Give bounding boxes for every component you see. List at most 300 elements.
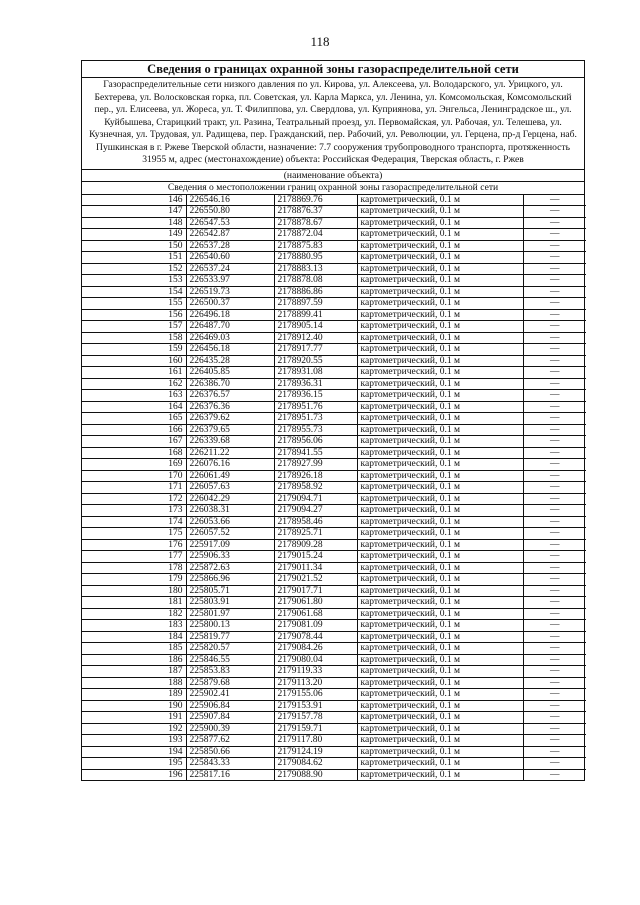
coord-y: 2179080.04: [274, 654, 357, 666]
point-number: 164: [82, 401, 186, 413]
coord-y: 2179119.33: [274, 666, 357, 678]
point-description: —: [523, 631, 586, 643]
coord-y: 2178958.46: [274, 516, 357, 528]
point-number: 192: [82, 723, 186, 735]
point-description: —: [523, 459, 586, 471]
coord-x: 225820.57: [186, 643, 274, 655]
point-number: 174: [82, 516, 186, 528]
table-row: [82, 240, 586, 252]
method-accuracy: картометрический, 0.1 м: [357, 229, 523, 241]
coord-x: 226057.63: [186, 482, 274, 494]
point-description: —: [523, 723, 586, 735]
point-description: —: [523, 229, 586, 241]
coord-y: 2179017.71: [274, 585, 357, 597]
point-number: 150: [82, 240, 186, 252]
point-description: —: [523, 735, 586, 747]
point-description: —: [523, 654, 586, 666]
coord-y: 2178956.06: [274, 436, 357, 448]
coord-y: 2179061.80: [274, 597, 357, 609]
method-accuracy: картометрический, 0.1 м: [357, 723, 523, 735]
table-row: [82, 585, 586, 597]
point-number: 194: [82, 746, 186, 758]
point-number: 176: [82, 539, 186, 551]
coord-x: 225917.09: [186, 539, 274, 551]
point-number: 168: [82, 447, 186, 459]
point-description: —: [523, 769, 586, 780]
table-row: [82, 195, 586, 206]
point-number: 169: [82, 459, 186, 471]
point-description: —: [523, 263, 586, 275]
method-accuracy: картометрический, 0.1 м: [357, 562, 523, 574]
point-description: —: [523, 436, 586, 448]
point-description: —: [523, 413, 586, 425]
point-number: 193: [82, 735, 186, 747]
coord-x: 225817.16: [186, 769, 274, 780]
boundary-document: [81, 60, 585, 781]
coordinates-table: [82, 195, 586, 781]
table-row: [82, 309, 586, 321]
coord-y: 2179015.24: [274, 551, 357, 563]
point-number: 158: [82, 332, 186, 344]
method-accuracy: картометрический, 0.1 м: [357, 643, 523, 655]
coord-x: 226487.70: [186, 321, 274, 333]
coord-x: 226540.60: [186, 252, 274, 264]
coord-y: 2179159.71: [274, 723, 357, 735]
point-description: —: [523, 195, 586, 206]
table-row: [82, 206, 586, 218]
coord-x: 226533.97: [186, 275, 274, 287]
coord-x: 225902.41: [186, 689, 274, 701]
coord-y: 2178878.67: [274, 217, 357, 229]
table-row: [82, 631, 586, 643]
coord-x: 226500.37: [186, 298, 274, 310]
object-description: Газораспределительные сети низкого давления по ул. Кирова, ул. Алексеева, ул. Володарского, ул. Урицкого, ул. Бехтерева, ул. Волосковская горка, пл. Советская, ул. Карла Маркса, ул. Ленина, ул. Комсомольская, Комсомольский пер., ул. Елисеева, ул. Жореса, ул. Т. Филиппова, ул. Свердлова, ул. Куприянова, ул. Энгельса, Ленинградское ш., ул. Куйбышева, Старицкий тракт, ул. Разина, Театральный проезд, ул. Первомайская, ул. Рабочая, ул. Телешева, ул. Кузнечная, ул. Трудовая, ул. Радищева, пер. Гражданский, пер. Рабочий, ул. Революции, ул. Герцена, пр-д Герцена, наб. Пушкинская в г. Ржеве Тверской области, назначение: 7.7 сооружения трубопроводного транспорта, протяженность 31955 м, адрес (местонахождение) объекта: Российская Федерация, Тверская область, г. Ржев: [82, 78, 584, 170]
coord-x: 226379.62: [186, 413, 274, 425]
table-row: [82, 700, 586, 712]
coord-y: 2178876.37: [274, 206, 357, 218]
coord-x: 226542.87: [186, 229, 274, 241]
point-number: 146: [82, 195, 186, 206]
table-row: [82, 574, 586, 586]
method-accuracy: картометрический, 0.1 м: [357, 608, 523, 620]
coord-y: 2178875.83: [274, 240, 357, 252]
coord-y: 2178955.73: [274, 424, 357, 436]
coord-x: 226042.29: [186, 493, 274, 505]
table-row: [82, 401, 586, 413]
point-description: —: [523, 539, 586, 551]
coord-x: 225843.33: [186, 758, 274, 770]
coord-x: 225906.33: [186, 551, 274, 563]
table-row: [82, 217, 586, 229]
method-accuracy: картометрический, 0.1 м: [357, 551, 523, 563]
object-name-label: (наименование объекта): [82, 170, 584, 183]
table-row: [82, 608, 586, 620]
table-row: [82, 263, 586, 275]
point-number: 181: [82, 597, 186, 609]
coord-x: 226211.22: [186, 447, 274, 459]
coord-x: 225907.84: [186, 712, 274, 724]
coord-y: 2179084.62: [274, 758, 357, 770]
point-number: 184: [82, 631, 186, 643]
point-description: —: [523, 332, 586, 344]
table-row: [82, 551, 586, 563]
table-row: [82, 378, 586, 390]
coord-x: 226519.73: [186, 286, 274, 298]
point-number: 172: [82, 493, 186, 505]
point-number: 163: [82, 390, 186, 402]
point-number: 187: [82, 666, 186, 678]
method-accuracy: картометрический, 0.1 м: [357, 769, 523, 780]
point-description: —: [523, 240, 586, 252]
point-number: 171: [82, 482, 186, 494]
coord-y: 2178951.76: [274, 401, 357, 413]
coord-x: 226496.18: [186, 309, 274, 321]
table-row: [82, 229, 586, 241]
point-description: —: [523, 367, 586, 379]
table-row: [82, 677, 586, 689]
coord-x: 226076.16: [186, 459, 274, 471]
coord-y: 2179153.91: [274, 700, 357, 712]
table-row: [82, 689, 586, 701]
point-description: —: [523, 528, 586, 540]
coord-y: 2179117.80: [274, 735, 357, 747]
method-accuracy: картометрический, 0.1 м: [357, 689, 523, 701]
method-accuracy: картометрический, 0.1 м: [357, 401, 523, 413]
coord-x: 226379.65: [186, 424, 274, 436]
point-description: —: [523, 482, 586, 494]
method-accuracy: картометрический, 0.1 м: [357, 378, 523, 390]
coord-y: 2179113.20: [274, 677, 357, 689]
method-accuracy: картометрический, 0.1 м: [357, 217, 523, 229]
coord-x: 226469.03: [186, 332, 274, 344]
coord-x: 226435.28: [186, 355, 274, 367]
coordinates-table-body: [82, 195, 586, 781]
coord-y: 2178951.73: [274, 413, 357, 425]
coord-x: 225900.39: [186, 723, 274, 735]
method-accuracy: картометрический, 0.1 м: [357, 459, 523, 471]
point-description: —: [523, 551, 586, 563]
coord-y: 2179124.19: [274, 746, 357, 758]
method-accuracy: картометрический, 0.1 м: [357, 424, 523, 436]
method-accuracy: картометрический, 0.1 м: [357, 367, 523, 379]
table-row: [82, 367, 586, 379]
point-number: 186: [82, 654, 186, 666]
method-accuracy: картометрический, 0.1 м: [357, 263, 523, 275]
table-row: [82, 459, 586, 471]
method-accuracy: картометрический, 0.1 м: [357, 275, 523, 287]
point-number: 177: [82, 551, 186, 563]
point-description: —: [523, 252, 586, 264]
point-description: —: [523, 608, 586, 620]
point-description: —: [523, 597, 586, 609]
coord-y: 2179081.09: [274, 620, 357, 632]
coord-x: 226376.57: [186, 390, 274, 402]
point-description: —: [523, 505, 586, 517]
method-accuracy: картометрический, 0.1 м: [357, 447, 523, 459]
method-accuracy: картометрический, 0.1 м: [357, 666, 523, 678]
table-row: [82, 712, 586, 724]
method-accuracy: картометрический, 0.1 м: [357, 436, 523, 448]
table-row: [82, 539, 586, 551]
point-description: —: [523, 585, 586, 597]
point-description: —: [523, 390, 586, 402]
table-row: [82, 597, 586, 609]
table-row: [82, 666, 586, 678]
coord-y: 2178880.95: [274, 252, 357, 264]
coord-y: 2178883.13: [274, 263, 357, 275]
point-description: —: [523, 286, 586, 298]
point-description: —: [523, 217, 586, 229]
table-row: [82, 470, 586, 482]
point-description: —: [523, 712, 586, 724]
point-number: 155: [82, 298, 186, 310]
method-accuracy: картометрический, 0.1 м: [357, 321, 523, 333]
method-accuracy: картометрический, 0.1 м: [357, 654, 523, 666]
point-description: —: [523, 424, 586, 436]
method-accuracy: картометрический, 0.1 м: [357, 470, 523, 482]
coord-x: 226053.66: [186, 516, 274, 528]
point-number: 149: [82, 229, 186, 241]
point-number: 178: [82, 562, 186, 574]
point-number: 183: [82, 620, 186, 632]
table-row: [82, 562, 586, 574]
method-accuracy: картометрический, 0.1 м: [357, 528, 523, 540]
method-accuracy: картометрический, 0.1 м: [357, 516, 523, 528]
table-row: [82, 413, 586, 425]
table-row: [82, 286, 586, 298]
coord-x: 225872.63: [186, 562, 274, 574]
point-number: 196: [82, 769, 186, 780]
table-row: [82, 528, 586, 540]
document-title: Сведения о границах охранной зоны газораспределительной сети: [82, 61, 584, 78]
table-row: [82, 298, 586, 310]
coord-x: 226547.53: [186, 217, 274, 229]
coord-x: 225866.96: [186, 574, 274, 586]
coord-y: 2179088.90: [274, 769, 357, 780]
point-number: 190: [82, 700, 186, 712]
method-accuracy: картометрический, 0.1 м: [357, 206, 523, 218]
coord-y: 2179078.44: [274, 631, 357, 643]
coord-y: 2179061.68: [274, 608, 357, 620]
point-number: 175: [82, 528, 186, 540]
point-number: 157: [82, 321, 186, 333]
method-accuracy: картометрический, 0.1 м: [357, 240, 523, 252]
point-description: —: [523, 378, 586, 390]
method-accuracy: картометрический, 0.1 м: [357, 493, 523, 505]
point-description: —: [523, 321, 586, 333]
coord-x: 226376.36: [186, 401, 274, 413]
table-row: [82, 275, 586, 287]
point-description: —: [523, 758, 586, 770]
coord-y: 2178917.77: [274, 344, 357, 356]
method-accuracy: картометрический, 0.1 м: [357, 505, 523, 517]
table-row: [82, 620, 586, 632]
coord-x: 225877.62: [186, 735, 274, 747]
coord-y: 2178869.76: [274, 195, 357, 206]
point-number: 156: [82, 309, 186, 321]
coord-y: 2178909.28: [274, 539, 357, 551]
coord-y: 2178897.59: [274, 298, 357, 310]
point-number: 161: [82, 367, 186, 379]
coord-y: 2178926.18: [274, 470, 357, 482]
method-accuracy: картометрический, 0.1 м: [357, 413, 523, 425]
table-row: [82, 252, 586, 264]
point-description: —: [523, 275, 586, 287]
point-number: 173: [82, 505, 186, 517]
table-row: [82, 390, 586, 402]
method-accuracy: картометрический, 0.1 м: [357, 195, 523, 206]
method-accuracy: картометрический, 0.1 м: [357, 309, 523, 321]
coord-y: 2178920.55: [274, 355, 357, 367]
point-number: 179: [82, 574, 186, 586]
point-description: —: [523, 493, 586, 505]
point-number: 153: [82, 275, 186, 287]
coord-x: 225850.66: [186, 746, 274, 758]
point-description: —: [523, 620, 586, 632]
method-accuracy: картометрический, 0.1 м: [357, 585, 523, 597]
point-description: —: [523, 516, 586, 528]
point-number: 195: [82, 758, 186, 770]
point-description: —: [523, 574, 586, 586]
coord-y: 2178941.55: [274, 447, 357, 459]
coord-x: 225801.97: [186, 608, 274, 620]
method-accuracy: картометрический, 0.1 м: [357, 482, 523, 494]
point-number: 165: [82, 413, 186, 425]
point-number: 191: [82, 712, 186, 724]
point-number: 162: [82, 378, 186, 390]
coord-x: 225803.91: [186, 597, 274, 609]
coord-x: 226057.52: [186, 528, 274, 540]
method-accuracy: картометрический, 0.1 м: [357, 631, 523, 643]
point-description: —: [523, 643, 586, 655]
table-row: [82, 321, 586, 333]
coord-y: 2178925.71: [274, 528, 357, 540]
coord-y: 2179155.06: [274, 689, 357, 701]
table-row: [82, 723, 586, 735]
point-description: —: [523, 298, 586, 310]
coord-x: 226061.49: [186, 470, 274, 482]
table-row: [82, 654, 586, 666]
coord-y: 2178927.99: [274, 459, 357, 471]
coord-x: 225800.13: [186, 620, 274, 632]
table-row: [82, 332, 586, 344]
point-description: —: [523, 700, 586, 712]
table-row: [82, 746, 586, 758]
method-accuracy: картометрический, 0.1 м: [357, 252, 523, 264]
point-description: —: [523, 562, 586, 574]
coord-y: 2179094.27: [274, 505, 357, 517]
coord-x: 226339.68: [186, 436, 274, 448]
coord-x: 226550.80: [186, 206, 274, 218]
coord-y: 2178936.31: [274, 378, 357, 390]
table-row: [82, 643, 586, 655]
table-row: [82, 735, 586, 747]
method-accuracy: картометрический, 0.1 м: [357, 620, 523, 632]
method-accuracy: картометрический, 0.1 м: [357, 286, 523, 298]
method-accuracy: картометрический, 0.1 м: [357, 758, 523, 770]
coord-x: 226546.16: [186, 195, 274, 206]
coord-y: 2179157.78: [274, 712, 357, 724]
point-number: 170: [82, 470, 186, 482]
location-section-label: Сведения о местоположении границ охранной зоны газораспределительной сети: [82, 182, 584, 195]
coord-x: 225819.77: [186, 631, 274, 643]
coord-y: 2178899.41: [274, 309, 357, 321]
coord-x: 225906.84: [186, 700, 274, 712]
point-number: 185: [82, 643, 186, 655]
point-description: —: [523, 689, 586, 701]
method-accuracy: картометрический, 0.1 м: [357, 746, 523, 758]
point-number: 166: [82, 424, 186, 436]
point-number: 160: [82, 355, 186, 367]
table-row: [82, 516, 586, 528]
coord-y: 2179084.26: [274, 643, 357, 655]
coord-y: 2178912.40: [274, 332, 357, 344]
table-row: [82, 355, 586, 367]
table-row: [82, 493, 586, 505]
method-accuracy: картометрический, 0.1 м: [357, 355, 523, 367]
method-accuracy: картометрический, 0.1 м: [357, 735, 523, 747]
point-description: —: [523, 666, 586, 678]
method-accuracy: картометрический, 0.1 м: [357, 712, 523, 724]
coord-y: 2178886.86: [274, 286, 357, 298]
point-number: 151: [82, 252, 186, 264]
coord-y: 2179011.34: [274, 562, 357, 574]
method-accuracy: картометрический, 0.1 м: [357, 298, 523, 310]
coord-x: 226456.18: [186, 344, 274, 356]
coord-y: 2178878.08: [274, 275, 357, 287]
table-row: [82, 436, 586, 448]
coord-x: 226386.70: [186, 378, 274, 390]
coord-y: 2178905.14: [274, 321, 357, 333]
method-accuracy: картометрический, 0.1 м: [357, 332, 523, 344]
point-number: 167: [82, 436, 186, 448]
coord-y: 2179094.71: [274, 493, 357, 505]
table-row: [82, 344, 586, 356]
point-number: 159: [82, 344, 186, 356]
method-accuracy: картометрический, 0.1 м: [357, 344, 523, 356]
point-description: —: [523, 401, 586, 413]
method-accuracy: картометрический, 0.1 м: [357, 700, 523, 712]
table-row: [82, 769, 586, 780]
coord-y: 2178872.04: [274, 229, 357, 241]
coord-x: 225853.83: [186, 666, 274, 678]
coord-x: 225805.71: [186, 585, 274, 597]
method-accuracy: картометрический, 0.1 м: [357, 677, 523, 689]
point-number: 180: [82, 585, 186, 597]
method-accuracy: картометрический, 0.1 м: [357, 539, 523, 551]
table-row: [82, 482, 586, 494]
coord-x: 226405.85: [186, 367, 274, 379]
point-number: 182: [82, 608, 186, 620]
table-row: [82, 424, 586, 436]
table-row: [82, 447, 586, 459]
coord-x: 225846.55: [186, 654, 274, 666]
point-description: —: [523, 309, 586, 321]
point-description: —: [523, 470, 586, 482]
table-row: [82, 758, 586, 770]
coord-y: 2178958.92: [274, 482, 357, 494]
coord-y: 2179021.52: [274, 574, 357, 586]
point-description: —: [523, 355, 586, 367]
coord-y: 2178931.08: [274, 367, 357, 379]
point-number: 147: [82, 206, 186, 218]
point-number: 148: [82, 217, 186, 229]
point-description: —: [523, 344, 586, 356]
point-number: 154: [82, 286, 186, 298]
method-accuracy: картометрический, 0.1 м: [357, 597, 523, 609]
coord-x: 226537.28: [186, 240, 274, 252]
point-description: —: [523, 677, 586, 689]
